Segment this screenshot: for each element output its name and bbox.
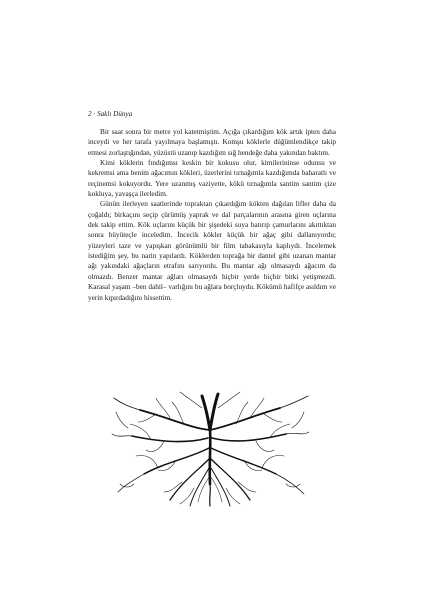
running-head: 2 · Saklı Dünya bbox=[88, 110, 133, 118]
root-network-illustration bbox=[110, 388, 310, 508]
paragraph-1: Bir saat sonra bir metre yol katetmiştim. Açığa çıkardığım kök artık ipten daha inceydi ve her tarafa yayılmaya başlamıştı. Komşu köklerle düğümlendikçe takip etmesi zorlaştığından, yüzüstü uzanıp kazdığım sığ hendeğe daha yakından baktım. bbox=[88, 128, 336, 157]
paragraph-3: Günün ilerleyen saatlerinde topraktan çıkardığım kökten dağılan lifler daha da çoğaldı; birkaçını seçip çürümüş yaprak ve dal parçalarının arasına giren uçlarına dek takip ettim. Kök uçlarını küçük bir şişedeki suya batırıp çamurlarını akıttıktan sonra büyüteçle inceledim. İncecik kökler küçük bir ağaç gibi dallanıyordu; yüzeyleri taze ve yapışkan görünümlü bir film tabakasıyla kaplıydı. İncelemek istediğim şey, bu narin yapılardı. Köklerden toprağa bir dantel gibi uzanan mantar ağı yakındaki ağaçların etrafını sarıyordu. Bu mantar ağı olmasaydı ağacım da olmazdı. Benzer mantar ağları olmasaydı hiçbir yerde hiçbir bitki yetişmezdi. Karasal yaşam –ben dahil– varlığını bu ağlara borçluydu. Kökümü hafifçe asıldım ve yerin kıpırdadığını hissettim. bbox=[88, 200, 336, 302]
paragraph-2: Kimi köklerin fındığımsı keskin bir kokusu olur, kimilerininse odunsu ve kekremsi ama benim ağacımın kökleri, üzerlerini tırnağımla kazdığımda baharatlı ve reçinemsi kokuyordu. Yere uzanmış vaziyette, kökü tırnağımla santim santim çize kokluya, yavaşça ilerledim. bbox=[88, 159, 336, 199]
body-text bbox=[88, 127, 336, 303]
